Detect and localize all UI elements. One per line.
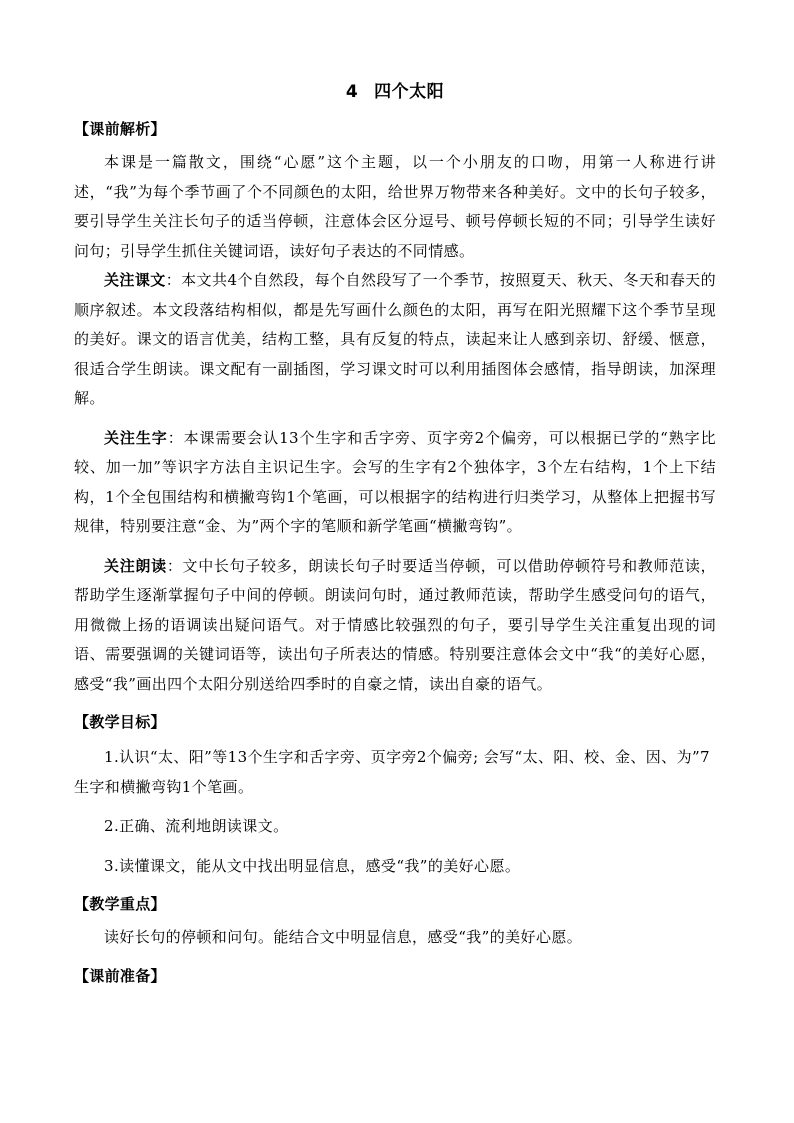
analysis-intro: 本课是一篇散文，围绕“心愿”这个主题，以一个小朋友的口吻，用第一人称进行讲述，“我”为每个季节画了个不同颜色的太阳，给世界万物带来各种美好。文中的长句子较多，要引导学生关注长句子的适当停顿，注意体会区分逗号、顿号停顿长短的不同；引导学生读好问句；引导学生抓住关键词语，读好句子表达的不同情感。: [74, 153, 716, 260]
section-heading-preparation: 【课前准备】: [74, 966, 166, 985]
lesson-title-text: 四个太阳: [374, 82, 445, 102]
text-focus-paragraph: [74, 266, 716, 414]
char-focus-body: ：本课需要会认13个生字和舌字旁、页字旁2个偏旁，可以根据已学的“熟字比较、加一加”等识字方法自主识记生字。会写的生字有2个独体字，3个左右结构，1个上下结构，1个全包围结构和横撇弯钩1个笔画，可以根据字的结构进行归类学习，从整体上把握书写规律，特别要注意“金、为”两个字的笔顺和新学笔画“横撇弯钩”。: [74, 428, 717, 535]
key-points-text: 读好长句的停顿和问句。能结合文中明显信息，感受“我”的美好心愿。: [104, 928, 583, 946]
reading-focus-body: ：文中长句子较多，朗读长句子时要适当停顿，可以借助停顿符号和教师范读，帮助学生逐渐掌握句子中间的停顿。朗读问句时，通过教师范读，帮助学生感受问句的语气，用微微上扬的语调读出疑问语气。对于情感比较强烈的句子，要引导学生关注重复出现的词语、需要强调的关键词语等，读出句子所表达的情感。特别要注意体会文中“我“的美好心愿，感受“我”画出四个太阳分别送给四季时的自豪之情，读出自豪的语气。: [74, 556, 716, 693]
reading-focus-lead: 关注朗读: [104, 556, 167, 575]
section-heading-analysis: 【课前解析】: [74, 120, 166, 138]
lesson-title: [74, 80, 716, 104]
lesson-number: 4: [345, 82, 359, 102]
goal-item: 3.读懂课文，能从文中找出明显信息，感受“我”的美好心愿。: [104, 856, 521, 875]
goal-item: 2.正确、流利地朗读课文。: [104, 817, 289, 835]
goal-item: 1.认识“太、阳”等13个生字和舌字旁、页字旁2个偏旁; 会写“太、阳、校、金、因、为”7生字和横撇弯钩1个笔画。: [74, 748, 710, 796]
char-focus-paragraph: [74, 424, 716, 542]
char-focus-lead: 关注生字: [104, 428, 168, 447]
section-heading-key-points: 【教学重点】: [74, 895, 166, 913]
reading-focus-paragraph: [74, 552, 716, 700]
text-focus-lead: 关注课文: [104, 271, 166, 289]
section-heading-goals: 【教学目标】: [74, 713, 166, 731]
text-focus-body: ：本文共4个自然段，每个自然段写了一个季节，按照夏天、秋天、冬天和春天的顺序叙述。本文段落结构相似，都是先写画什么颜色的太阳，再写在阳光照耀下这个季节呈现的美好。课文的语言优美，结构工整，具有反复的特点，读起来让人感到亲切、舒缓、惬意，很适合学生朗读。课文配有一副插图，学习课文时可以利用插图体会感情，指导朗读，加深理解。: [74, 271, 716, 407]
